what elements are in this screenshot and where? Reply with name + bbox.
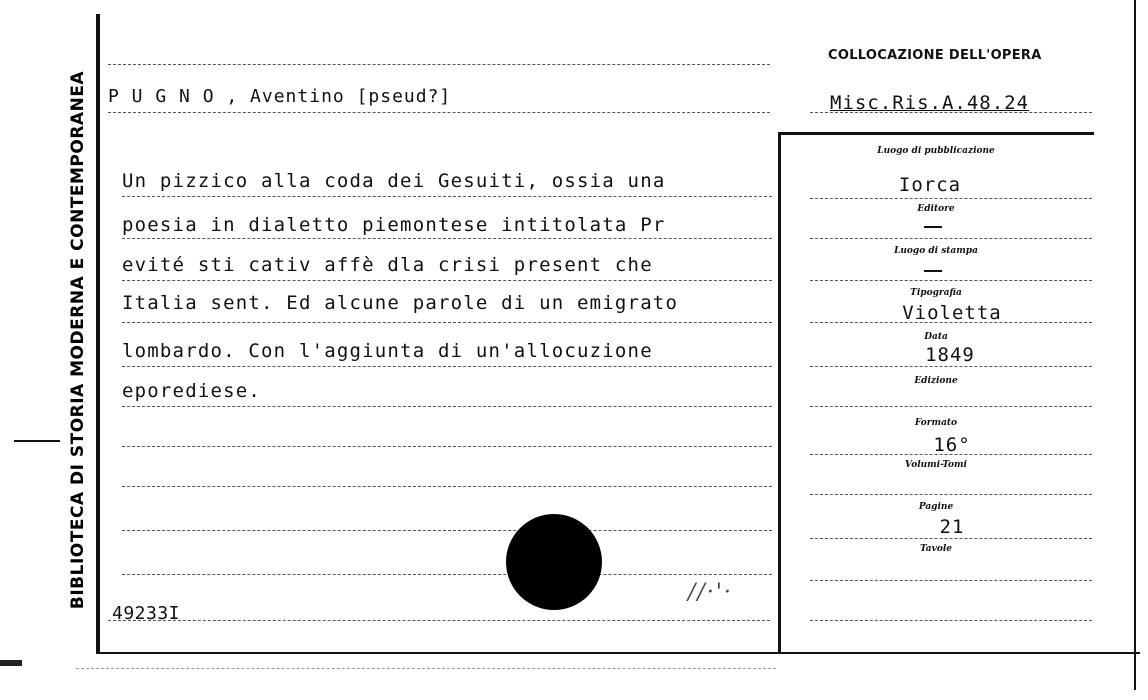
header-rule: [108, 64, 770, 65]
publisher-label: Editore: [917, 204, 955, 214]
desc-rule-4: [122, 322, 772, 323]
bottom-left-smudge: [0, 660, 22, 666]
desc-rule-5: [122, 366, 772, 367]
field-rule-9: [810, 494, 1092, 495]
author-heading: P U G N O , Aventino [pseud?]: [108, 86, 452, 107]
desc-rule-7: [122, 446, 772, 447]
margin-tick: [14, 440, 60, 442]
bottom-faint-rule: [76, 668, 776, 669]
author-rule: [108, 112, 770, 113]
right-edge-line: [1134, 0, 1136, 690]
column-divider-line: [778, 132, 781, 654]
description-line-2: poesia in dialetto piemontese intitolata Pr: [122, 214, 666, 236]
printer-label: Tipografia: [910, 288, 962, 298]
publisher-empty-mark: [924, 226, 942, 228]
print-place-empty-mark: [924, 270, 942, 272]
format-label: Formato: [914, 418, 958, 428]
desc-rule-3: [122, 280, 772, 281]
field-rule-2: [810, 198, 1092, 199]
pages-label: Pagine: [918, 502, 954, 512]
description-line-6: eporediese.: [122, 380, 262, 402]
print-place-label: Luogo di stampa: [894, 246, 978, 256]
desc-rule-11: [108, 620, 770, 621]
printer-value: Violetta: [902, 302, 1002, 324]
date-value: 1849: [925, 344, 975, 366]
field-rule-4: [810, 280, 1092, 281]
right-panel-top-line: [778, 132, 1094, 135]
field-rule-3: [810, 238, 1092, 239]
call-number: Misc.Ris.A.48.24: [830, 92, 1030, 114]
desc-rule-10: [122, 574, 772, 575]
place-label: Luogo di pubblicazione: [877, 146, 995, 156]
field-rule-7: [810, 406, 1092, 407]
field-rule-8: [810, 454, 1092, 455]
description-line-5: lombardo. Con l'aggiunta di un'allocuzione: [122, 340, 653, 362]
place-value: Iorca: [898, 174, 962, 196]
bottom-border-line: [96, 652, 1140, 654]
plates-label: Tavole: [919, 544, 953, 554]
desc-rule-2: [122, 238, 772, 239]
desc-rule-1: [122, 196, 772, 197]
field-rule-10: [810, 538, 1092, 539]
field-rule-11: [810, 580, 1092, 581]
inventory-number: 49233I: [112, 603, 181, 624]
field-rule-12: [810, 620, 1092, 621]
edition-label: Edizione: [914, 376, 958, 386]
field-rule-1: [810, 112, 1092, 113]
description-line-3: evité sti cativ affè dla crisi present che: [122, 254, 653, 276]
field-rule-6: [810, 366, 1092, 367]
field-rule-5: [810, 322, 1092, 323]
desc-rule-8: [122, 486, 772, 487]
description-line-1: Un pizzico alla coda dei Gesuiti, ossia una: [122, 170, 666, 192]
desc-rule-9: [122, 530, 772, 531]
punch-hole: [506, 514, 602, 610]
library-name: BIBLIOTECA DI STORIA MODERNA E CONTEMPORANEA: [68, 70, 88, 610]
handwritten-mark: //·'·: [688, 580, 733, 605]
left-border-line: [96, 14, 100, 652]
date-label: Data: [924, 332, 948, 342]
volumes-label: Volumi-Tomi: [905, 460, 967, 470]
collocation-label: COLLOCAZIONE DELL'OPERA: [828, 48, 1042, 63]
pages-value: 21: [939, 516, 965, 538]
description-line-4: Italia sent. Ed alcune parole di un emigrato: [122, 292, 679, 314]
format-value: 16°: [933, 434, 971, 456]
desc-rule-6: [122, 406, 772, 407]
